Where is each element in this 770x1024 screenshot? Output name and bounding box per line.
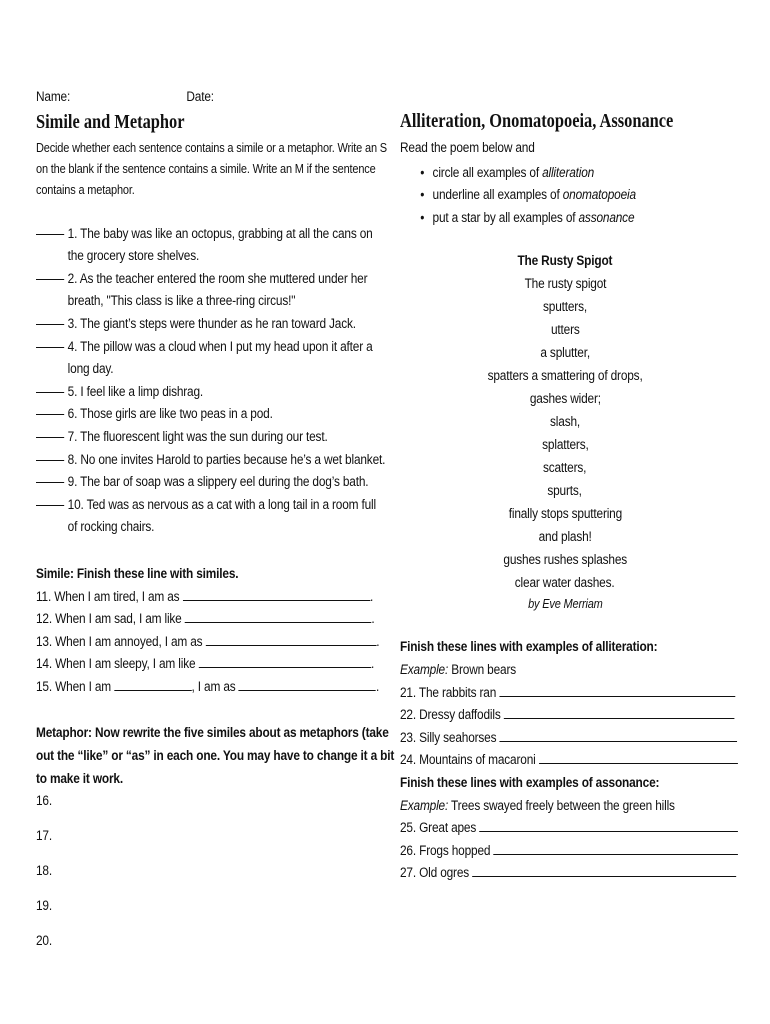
poem-line-text: The rusty spigot bbox=[524, 276, 606, 292]
poem-line bbox=[400, 341, 730, 364]
simile-line bbox=[36, 608, 375, 631]
poem-title bbox=[400, 249, 730, 272]
example-label: Example: bbox=[400, 797, 449, 813]
heading-line: to make it work. bbox=[36, 770, 123, 786]
answer-line[interactable] bbox=[114, 678, 191, 691]
instruction-line: contains a metaphor. bbox=[36, 182, 135, 197]
line-text: 14. When I am sleepy, I am like bbox=[36, 656, 196, 672]
poem-line-text: scatters, bbox=[543, 460, 587, 476]
line-text: , I am as bbox=[191, 678, 236, 694]
line-text: 25. Great apes bbox=[400, 820, 477, 836]
line-end: . bbox=[369, 588, 374, 604]
poem-line bbox=[400, 318, 730, 341]
poem-line-text: utters bbox=[550, 322, 580, 338]
answer-blank[interactable] bbox=[36, 403, 64, 415]
answer-line[interactable] bbox=[504, 706, 735, 719]
item-text: 9. The bar of soap was a slippery eel during the dog’s bath. bbox=[67, 474, 369, 490]
poem-line bbox=[400, 571, 730, 594]
bullet-text: circle all examples of bbox=[432, 164, 543, 180]
metaphor-number: 17. bbox=[36, 828, 52, 844]
metaphor-number: 18. bbox=[36, 863, 52, 879]
metaphor-number: 16. bbox=[36, 793, 52, 809]
item-text: long day. bbox=[67, 361, 114, 377]
metaphor-heading bbox=[36, 722, 395, 790]
poem-line bbox=[400, 364, 730, 387]
left-column bbox=[36, 86, 395, 965]
line-text: 24. Mountains of macaroni bbox=[400, 752, 536, 768]
item-text: 6. Those girls are like two peas in a pod. bbox=[67, 406, 273, 422]
answer-line[interactable] bbox=[479, 819, 738, 832]
poem-line-text: splatters, bbox=[541, 437, 589, 453]
example-label: Example: bbox=[400, 661, 449, 677]
answer-blank[interactable] bbox=[36, 313, 64, 325]
answer-blank[interactable] bbox=[36, 494, 64, 506]
poem-line bbox=[400, 433, 730, 456]
assonance-line bbox=[400, 840, 695, 863]
line-text: 22. Dressy daffodils bbox=[400, 707, 501, 723]
poem-author bbox=[400, 594, 730, 614]
simile-line bbox=[36, 653, 375, 676]
answer-line[interactable] bbox=[183, 588, 370, 601]
item-text: 4. The pillow was a cloud when I put my head upon it after a bbox=[67, 338, 373, 354]
bullet-text: underline all examples of bbox=[432, 187, 563, 203]
instruction-line: on the blank if the sentence contains a simile. Write an M if the sentence bbox=[36, 161, 376, 176]
simile-lines bbox=[36, 586, 380, 699]
bullet-term: onomatopoeia bbox=[562, 187, 636, 203]
answer-line[interactable] bbox=[500, 729, 738, 742]
poem-line-text: gashes wider; bbox=[529, 391, 601, 407]
poem-line bbox=[400, 548, 730, 571]
poem-line bbox=[400, 410, 730, 433]
right-title: Alliteration, Onomatopoeia, Assonance bbox=[400, 110, 674, 132]
metaphor-number: 19. bbox=[36, 898, 52, 914]
answer-blank[interactable] bbox=[36, 381, 64, 393]
answer-blank[interactable] bbox=[36, 449, 64, 461]
poem-line-text: slash, bbox=[549, 414, 580, 430]
poem-line bbox=[400, 387, 730, 410]
line-end: . bbox=[376, 633, 380, 649]
poem-line-text: clear water dashes. bbox=[515, 575, 615, 591]
metaphor-number: 20. bbox=[36, 933, 52, 949]
item-text: 1. The baby was like an octopus, grabbing at all the cans on bbox=[67, 225, 373, 241]
instructions bbox=[36, 138, 387, 201]
poem bbox=[400, 249, 730, 614]
answer-blank[interactable] bbox=[36, 268, 64, 280]
alliteration-line bbox=[400, 682, 695, 705]
name-label: Name: bbox=[36, 89, 71, 104]
answer-line[interactable] bbox=[239, 678, 376, 691]
bullet-item bbox=[422, 162, 697, 185]
example-text: Trees swayed freely between the green hills bbox=[448, 797, 675, 813]
list-item bbox=[36, 449, 386, 472]
answer-line[interactable] bbox=[539, 751, 738, 764]
list-item bbox=[36, 336, 373, 381]
poem-line bbox=[400, 272, 730, 295]
line-text: 23. Silly seahorses bbox=[400, 729, 497, 745]
answer-line[interactable] bbox=[493, 842, 738, 855]
date-label: Date: bbox=[186, 89, 214, 104]
list-item bbox=[36, 313, 356, 336]
right-column bbox=[400, 108, 735, 885]
simile-line bbox=[36, 676, 380, 699]
line-end: . bbox=[371, 656, 375, 672]
answer-line[interactable] bbox=[206, 633, 377, 646]
list-item bbox=[36, 426, 326, 449]
answer-blank[interactable] bbox=[36, 471, 64, 483]
item-text: breath, "This class is like a three-ring circus!" bbox=[67, 293, 296, 309]
line-text: 13. When I am annoyed, I am as bbox=[36, 633, 203, 649]
simile-line bbox=[36, 631, 380, 654]
item-text: 5. I feel like a limp dishrag. bbox=[67, 383, 204, 399]
bullet-term: assonance bbox=[578, 209, 635, 225]
answer-blank[interactable] bbox=[36, 336, 64, 348]
item-text: 3. The giant’s steps were thunder as he ran toward Jack. bbox=[67, 315, 356, 331]
item-text: 10. Ted was as nervous as a cat with a long tail in a room full bbox=[67, 496, 376, 512]
heading-line: out the “like” or “as” in each one. You may have to change it a bit bbox=[36, 748, 395, 764]
item-text: of rocking chairs. bbox=[67, 519, 155, 535]
poem-line bbox=[400, 525, 730, 548]
simile-heading: Simile: Finish these line with similes. bbox=[36, 565, 239, 581]
poem-line-text: spatters a smattering of drops, bbox=[487, 368, 643, 384]
metaphor-numbers bbox=[36, 790, 366, 965]
bullet-item bbox=[422, 207, 697, 230]
item-text: the grocery store shelves. bbox=[67, 248, 200, 264]
poem-title-text: The Rusty Spigot bbox=[517, 253, 613, 269]
poem-line bbox=[400, 456, 730, 479]
item-text: 2. As the teacher entered the room she muttered under her bbox=[67, 270, 368, 286]
line-text: 27. Old ogres bbox=[400, 865, 470, 881]
instruction-line: Decide whether each sentence contains a simile or a metaphor. Write an S bbox=[36, 140, 387, 155]
list-item bbox=[36, 223, 373, 268]
line-end: . bbox=[371, 611, 375, 627]
poem-line bbox=[400, 295, 730, 318]
bullet-item bbox=[422, 184, 697, 207]
line-end: . bbox=[375, 678, 380, 694]
poem-line-text: finally stops sputtering bbox=[508, 506, 622, 522]
poem-line bbox=[400, 479, 730, 502]
name-date-line bbox=[36, 86, 326, 109]
simile-line bbox=[36, 586, 374, 609]
alliteration-example bbox=[400, 659, 695, 682]
poem-line-text: a splutter, bbox=[540, 345, 590, 361]
list-item bbox=[36, 471, 369, 494]
instruction-bullets bbox=[400, 162, 735, 230]
line-text: 15. When I am bbox=[36, 678, 111, 694]
bullet-term: alliteration bbox=[542, 164, 595, 180]
bullet-text: put a star by all examples of bbox=[432, 209, 579, 225]
assonance-line bbox=[400, 862, 695, 885]
poem-line-text: sputters, bbox=[542, 299, 587, 315]
line-text: 26. Frogs hopped bbox=[400, 842, 491, 858]
list-item bbox=[36, 268, 368, 313]
left-title: Simile and Metaphor bbox=[36, 110, 185, 133]
assonance-example bbox=[400, 795, 695, 818]
line-text: 21. The rabbits ran bbox=[400, 684, 497, 700]
example-text: Brown bears bbox=[448, 661, 517, 677]
assonance-heading: Finish these lines with examples of assonance: bbox=[400, 774, 660, 790]
poem-author-text: by Eve Merriam bbox=[527, 597, 603, 612]
assonance-line bbox=[400, 817, 695, 840]
line-text: 12. When I am sad, I am like bbox=[36, 611, 182, 627]
poem-line-text: gushes rushes splashes bbox=[503, 552, 627, 568]
line-text: 11. When I am tired, I am as bbox=[36, 588, 180, 604]
list-item bbox=[36, 381, 326, 404]
simile-metaphor-items bbox=[36, 223, 386, 539]
alliteration-line bbox=[400, 749, 695, 772]
poem-line bbox=[400, 502, 730, 525]
alliteration-line bbox=[400, 727, 695, 750]
alliteration-heading: Finish these lines with examples of alliteration: bbox=[400, 639, 658, 655]
list-item bbox=[36, 494, 376, 539]
answer-line[interactable] bbox=[499, 684, 735, 697]
answer-line[interactable] bbox=[199, 655, 371, 668]
alliteration-line bbox=[400, 704, 695, 727]
list-item bbox=[36, 403, 326, 426]
answer-blank[interactable] bbox=[36, 223, 64, 235]
answer-line[interactable] bbox=[472, 864, 736, 877]
answer-blank[interactable] bbox=[36, 426, 64, 438]
poem-line-text: spurts, bbox=[547, 483, 583, 499]
poem-intro: Read the poem below and bbox=[400, 140, 535, 155]
answer-line[interactable] bbox=[185, 610, 372, 623]
heading-line: Metaphor: Now rewrite the five similes about as metaphors (take bbox=[36, 725, 389, 741]
item-text: 8. No one invites Harold to parties because he’s a wet blanket. bbox=[67, 451, 386, 467]
poem-line-text: and plash! bbox=[538, 529, 592, 545]
item-text: 7. The fluorescent light was the sun during our test. bbox=[67, 428, 328, 444]
